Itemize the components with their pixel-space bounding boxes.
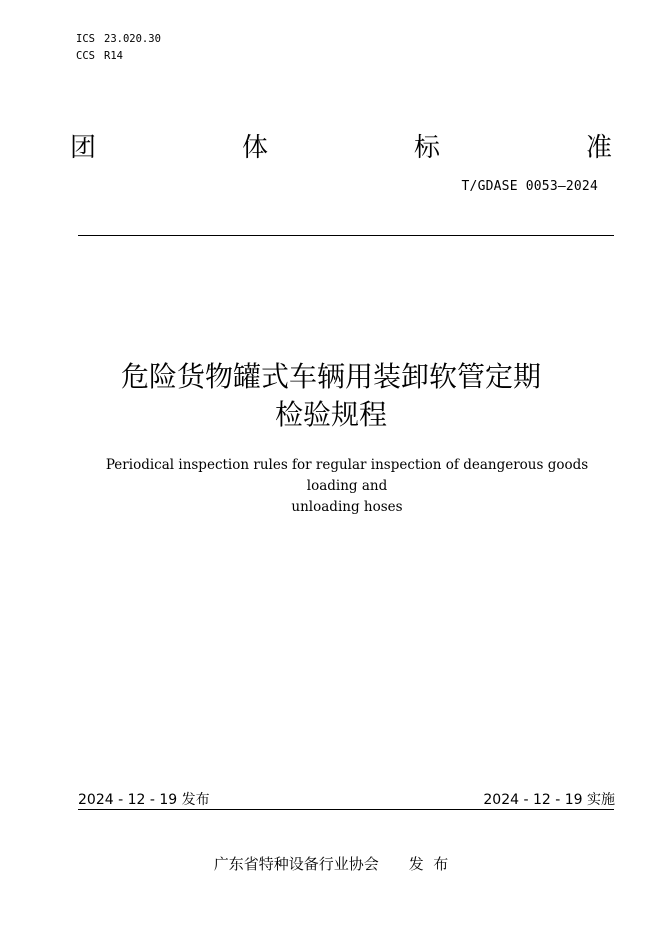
title-chinese-line2: 检验规程 xyxy=(274,398,387,431)
standard-type-char: 体 xyxy=(241,133,268,163)
implement-date: 2024 - 12 - 19 实施 xyxy=(483,792,615,808)
ics-value: 23.020.30 xyxy=(104,33,161,45)
title-chinese xyxy=(0,358,662,434)
standard-type-char: 团 xyxy=(70,133,97,163)
bottom-divider xyxy=(78,809,614,810)
publish-date: 2024 - 12 - 19 发布 xyxy=(78,792,210,808)
title-english-line2: unloading hoses xyxy=(291,499,403,515)
title-english xyxy=(80,455,614,518)
standard-type-heading xyxy=(70,127,612,164)
title-chinese-line1: 危险货物罐式车辆用装卸软管定期 xyxy=(120,360,541,393)
standard-type-char: 准 xyxy=(585,133,612,163)
top-divider xyxy=(78,235,614,236)
ics-row xyxy=(76,31,161,48)
ccs-row xyxy=(76,48,161,65)
issuer-name: 广东省特种设备行业协会 xyxy=(213,855,379,873)
ccs-label: CCS xyxy=(76,50,95,62)
ccs-value: R14 xyxy=(104,50,123,62)
standard-type-char: 标 xyxy=(413,133,440,163)
standard-number: T/GDASE 0053—2024 xyxy=(461,179,598,194)
ics-label: ICS xyxy=(76,33,95,45)
issue-word: 发 布 xyxy=(408,855,449,873)
issuer-line xyxy=(0,853,662,874)
classification-codes xyxy=(76,31,161,65)
title-english-line1: Periodical inspection rules for regular inspection of deangerous goods loading and xyxy=(105,457,589,494)
